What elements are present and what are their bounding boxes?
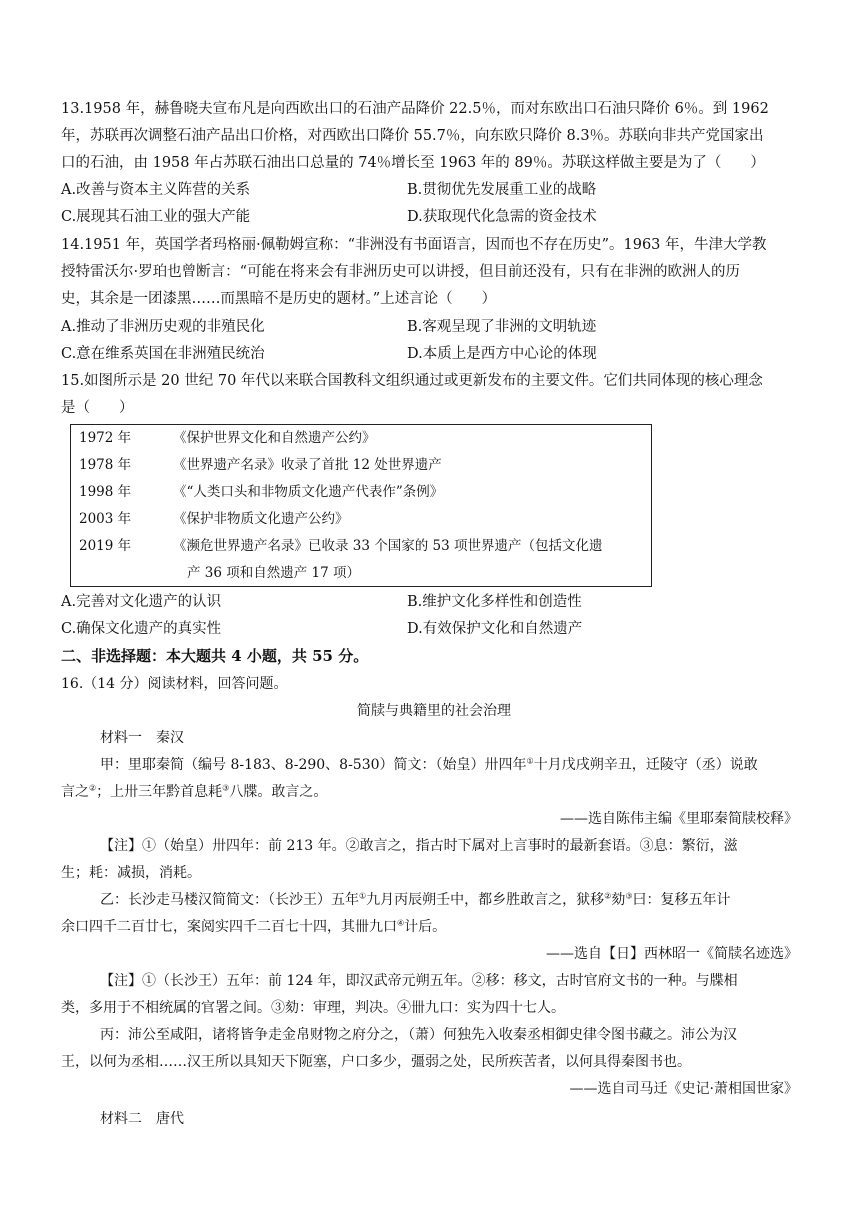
footnote-mark: ③: [625, 891, 633, 901]
q14-stem-line1: 14.1951 年，英国学者玛格丽·佩勒姆宣称：“非洲没有书面语言，因而也不存在历史”。1963 年，牛津大学教: [61, 237, 767, 253]
text-segment: 言之: [61, 784, 89, 800]
text-segment: 九月丙辰朔壬中，都乡胜敢言之，狱移: [366, 892, 605, 908]
text-segment: 计后。: [404, 919, 447, 935]
note1-line2: 生；耗：减损，消耗。: [61, 865, 201, 881]
text-segment: 乙：长沙走马楼汉简简文：（长沙王）五年: [100, 892, 359, 908]
table-row: [79, 479, 443, 506]
table-text: 《濒危世界遗产名录》已收录 33 个国家的 53 项世界遗产（包括文化遗: [173, 538, 603, 554]
q14-option-c: C.意在维系英国在非洲殖民统治: [61, 346, 265, 362]
q15-stem-line1: 15.如图所示是 20 世纪 70 年代以来联合国教科文组织通过或更新发布的主要文件。它们共同体现的核心理念: [61, 373, 763, 389]
material-jia-line1: [100, 752, 758, 779]
table-year: 2019 年: [79, 538, 132, 554]
q15-option-c: C.确保文化遗产的真实性: [61, 621, 222, 637]
footnote-mark: ①: [526, 756, 534, 766]
q13-stem-line3: 口的石油，由 1958 年占苏联石油出口总量的 74％增长至 1963 年的 89％。苏联这样做主要是为了（ ）: [61, 155, 765, 171]
footnote-mark: ①: [359, 891, 367, 901]
q14-option-d: D.本质上是西方中心论的体现: [407, 346, 597, 362]
footnote-mark: ④: [397, 918, 405, 928]
table-row: [79, 506, 349, 533]
material-bing-line1: 丙：沛公至咸阳，诸将皆争走金帛财物之府分之，（萧）何独先入收秦丞相御史律令图书藏之。沛公为汉: [100, 1027, 737, 1043]
material-jia-line2: [61, 779, 801, 806]
text-segment: 十月戊戌朔辛丑，迁陵守（丞）说敢: [533, 757, 758, 773]
material1-heading: 材料一 秦汉: [100, 730, 184, 746]
q14-option-b: B.客观呈现了非洲的文明轨迹: [407, 319, 597, 335]
table-row: [79, 425, 376, 452]
source-citation: ——选自陈伟主编《里耶秦简牍校释》: [560, 811, 798, 827]
footnote-mark: ③: [222, 783, 230, 793]
q13-option-b: B.贯彻优先发展重工业的战略: [407, 182, 597, 198]
note1-line1: 【注】①（始皇）卅四年：前 213 年。②敢言之，指古时下属对上言事时的最新套语。③息：繁衍，滋: [100, 838, 738, 854]
table-text: 《保护世界文化和自然遗产公约》: [173, 430, 376, 446]
q15-option-b: B.维护文化多样性和创造性: [407, 594, 582, 610]
table-year: 1978 年: [79, 457, 132, 473]
text-segment: 甲：里耶秦简（编号 8-183、8-290、8-530）简文：（始皇）卅四年: [100, 757, 527, 773]
text-segment: 余口四千二百廿七，案阅实四千二百七十四，其卌九口: [61, 919, 397, 935]
material-title: 简牍与典籍里的社会治理: [357, 703, 511, 719]
source-citation: ——选自司马迁《史记·萧相国世家》: [569, 1081, 798, 1097]
source-citation: ——选自【日】西林昭一《简牍名迹选》: [546, 946, 798, 962]
material2-heading: 材料二 唐代: [100, 1111, 184, 1127]
material-bing-line2: 王，以何为丞相……汉王所以具知天下阨塞，户口多少，彊弱之处，民所疾苦者，以何具得秦图书也。: [61, 1054, 691, 1070]
q13-option-a: A.改善与资本主义阵营的关系: [61, 182, 251, 198]
table-year: 2003 年: [79, 511, 132, 527]
q14-option-a: A.推动了非洲历史观的非殖民化: [61, 319, 265, 335]
heritage-document-table: [70, 424, 652, 587]
table-row-continuation: 产 36 项和自然遗产 17 项）: [187, 565, 361, 581]
q15-option-d: D.有效保护文化和自然遗产: [407, 621, 583, 637]
material-yi-line2: [61, 914, 801, 941]
text-segment: 曰：复移五年计: [632, 892, 731, 908]
text-segment: 八牒。敢言之。: [229, 784, 328, 800]
q15-option-a: A.完善对文化遗产的认识: [61, 594, 222, 610]
q15-stem-line2: 是（ ）: [61, 400, 134, 416]
section-heading: 二、非选择题：本大题共 4 小题，共 55 分。: [61, 647, 369, 665]
text-segment: 劾: [611, 892, 626, 908]
q14-stem-line3: 史，其余是一团漆黑……而黑暗不是历史的题材。”上述言论（ ）: [61, 291, 497, 307]
material-yi-line1: [100, 887, 731, 914]
q13-stem-line1: 13.1958 年，赫鲁晓夫宣布凡是向西欧出口的石油产品降价 22.5％，而对东欧出口石油只降价 6％。到 1962: [61, 101, 769, 117]
q13-stem-line2: 年，苏联再次调整石油产品出口价格，对西欧出口降价 55.7％，向东欧只降价 8.3％。苏联向非共产党国家出: [61, 128, 764, 144]
table-row: [79, 533, 603, 560]
footnote-mark: ②: [89, 783, 97, 793]
q16-intro: 16.（14 分）阅读材料，回答问题。: [61, 676, 288, 692]
note2-line2: 类，多用于不相统属的官署之间。③劾：审理，判决。④卌九口：实为四十七人。: [61, 1000, 565, 1016]
table-row: [79, 452, 442, 479]
table-text: 《保护非物质文化遗产公约》: [173, 511, 349, 527]
table-text: 《“人类口头和非物质文化遗产代表作”条例》: [173, 484, 444, 500]
table-year: 1998 年: [79, 484, 132, 500]
footnote-mark: ②: [604, 891, 612, 901]
q13-option-c: C.展现其石油工业的强大产能: [61, 209, 251, 225]
table-year: 1972 年: [79, 430, 132, 446]
table-text: 《世界遗产名录》收录了首批 12 处世界遗产: [173, 457, 442, 473]
text-segment: ；上卅三年黔首息耗: [96, 784, 223, 800]
q14-stem-line2: 授特雷沃尔·罗珀也曾断言：“可能在将来会有非洲历史可以讲授，但目前还没有，只有在非洲的欧洲人的历: [61, 264, 741, 280]
note2-line1: 【注】①（长沙王）五年：前 124 年，即汉武帝元朔五年。②移：移文，古时官府文书的一种。与牒相: [100, 973, 738, 989]
q13-option-d: D.获取现代化急需的资金技术: [407, 209, 597, 225]
